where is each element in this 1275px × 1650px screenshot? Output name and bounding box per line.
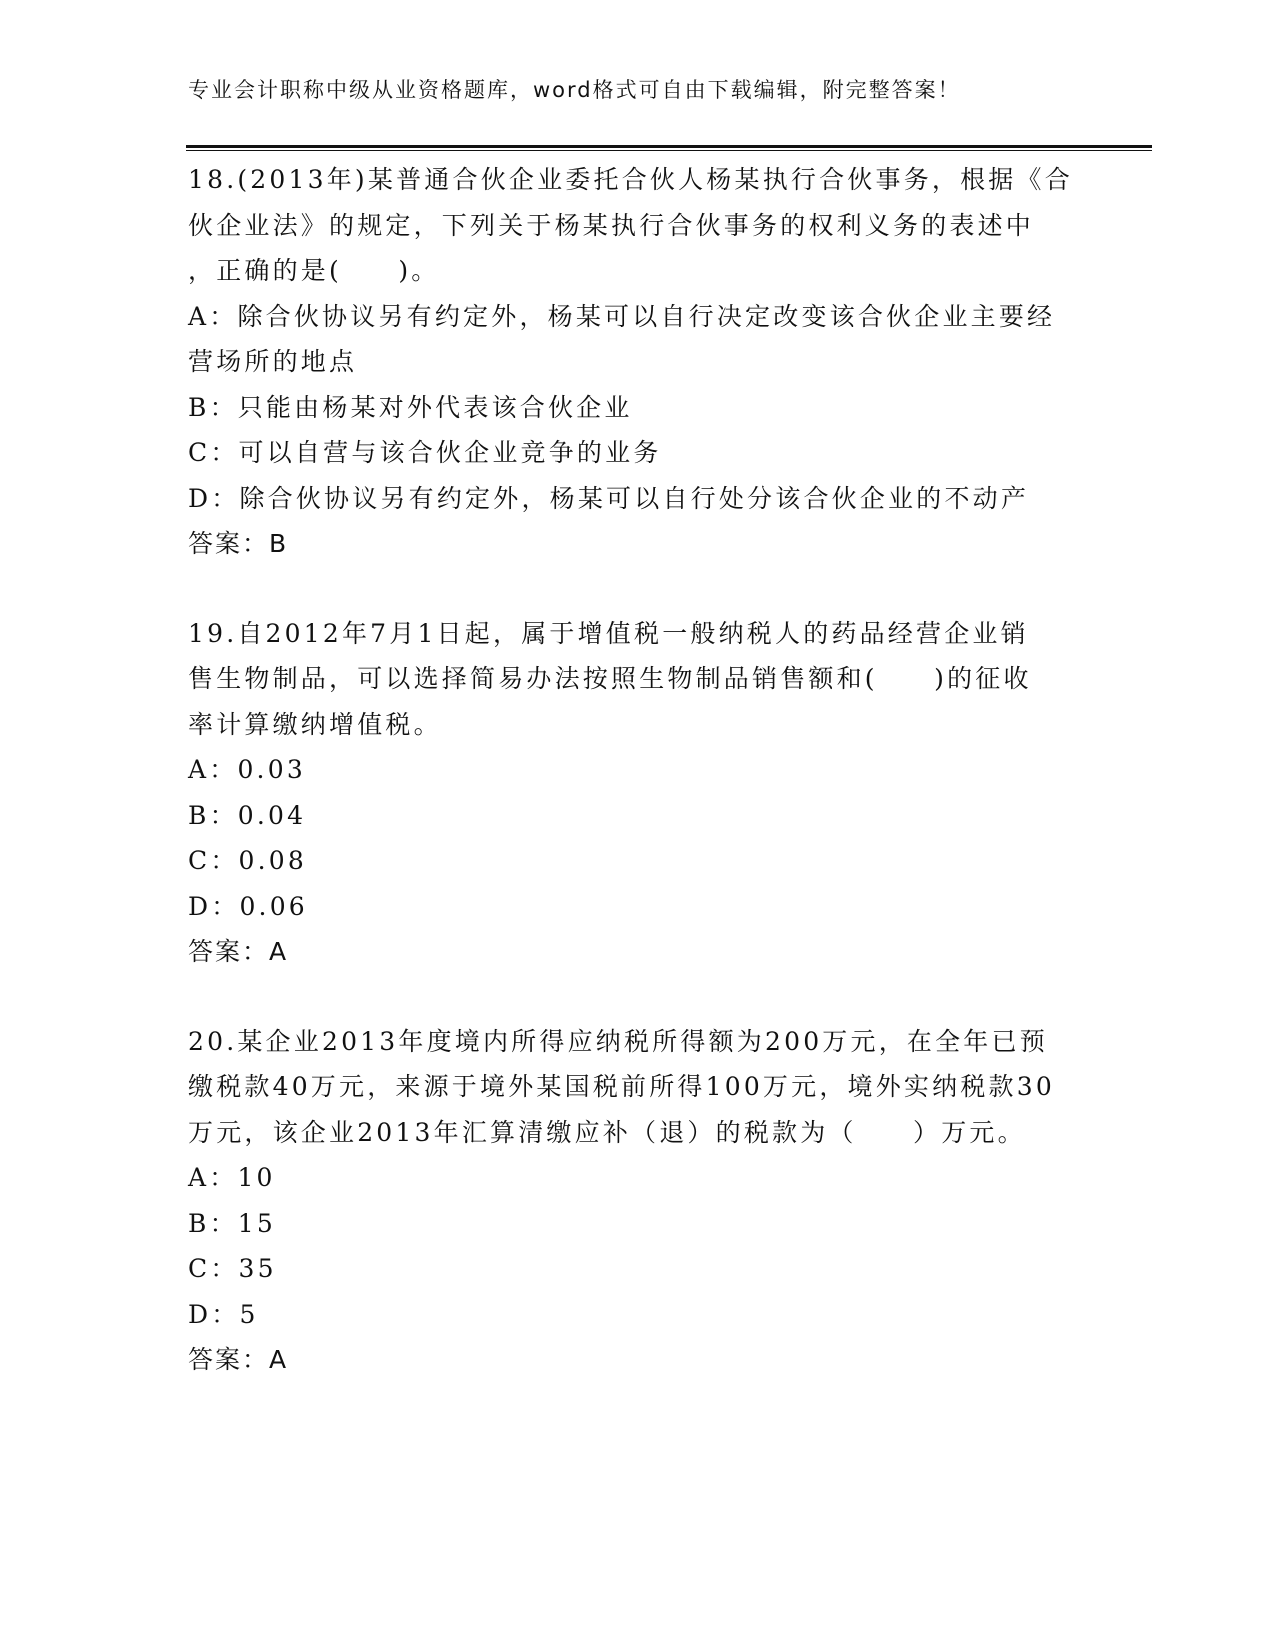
header-rule-thin [186,150,1152,151]
option-d: D：5 [188,1299,259,1329]
option-c: C：0.08 [188,846,307,875]
question-text-line: 售生物制品，可以选择简易办法按照生物制品销售额和( )的征收 [188,664,1032,693]
option-a: A：除合伙协议另有约定外，杨某可以自行决定改变该合伙企业主要经 [188,301,1056,331]
option-b: B：15 [188,1208,276,1238]
answer: 答案：A [188,937,289,966]
option-a: A：10 [188,1163,276,1192]
option-d: D：除合伙协议另有约定外，杨某可以自行处分该合伙企业的不动产 [188,483,1030,513]
question-text-line: 率计算缴纳增值税。 [188,709,442,739]
option-a-continued: 营场所的地点 [188,347,358,376]
question-20 [188,1019,1088,1383]
question-text-line: 19.自2012年7月1日起，属于增值税一般纳税人的药品经营企业销 [188,618,1029,648]
spacer [188,567,1088,611]
question-list [188,157,1088,1383]
question-text-line: 缴税款40万元，来源于境外某国税前所得100万元，境外实纳税款30 [188,1072,1055,1101]
option-b: B：只能由杨某对外代表该合伙企业 [188,392,633,422]
question-text-line: 18.(2013年)某普通合伙企业委托合伙人杨某执行合伙事务，根据《合 [188,165,1073,194]
question-text-line: ，正确的是( )。 [188,256,440,285]
option-b: B：0.04 [188,800,307,830]
spacer [188,975,1088,1019]
question-text-line: 万元，该企业2013年汇算清缴应补（退）的税款为（ ）万元。 [188,1117,1026,1147]
question-18 [188,157,1088,567]
question-text-line: 20.某企业2013年度境内所得应纳税所得额为200万元，在全年已预 [188,1026,1048,1056]
question-text-line: 伙企业法》的规定，下列关于杨某执行合伙事务的权利义务的表述中 [188,210,1035,240]
answer: 答案：A [188,1345,289,1374]
answer: 答案：B [188,529,289,558]
option-c: C：35 [188,1254,277,1283]
page-header: 专业会计职称中级从业资格题库，word格式可自由下载编辑，附完整答案！ [188,78,961,102]
header-rule-thick [186,145,1152,148]
option-c: C：可以自营与该合伙企业竞争的业务 [188,438,662,467]
option-d: D：0.06 [188,891,308,921]
question-19 [188,611,1088,975]
option-a: A：0.03 [188,755,306,784]
